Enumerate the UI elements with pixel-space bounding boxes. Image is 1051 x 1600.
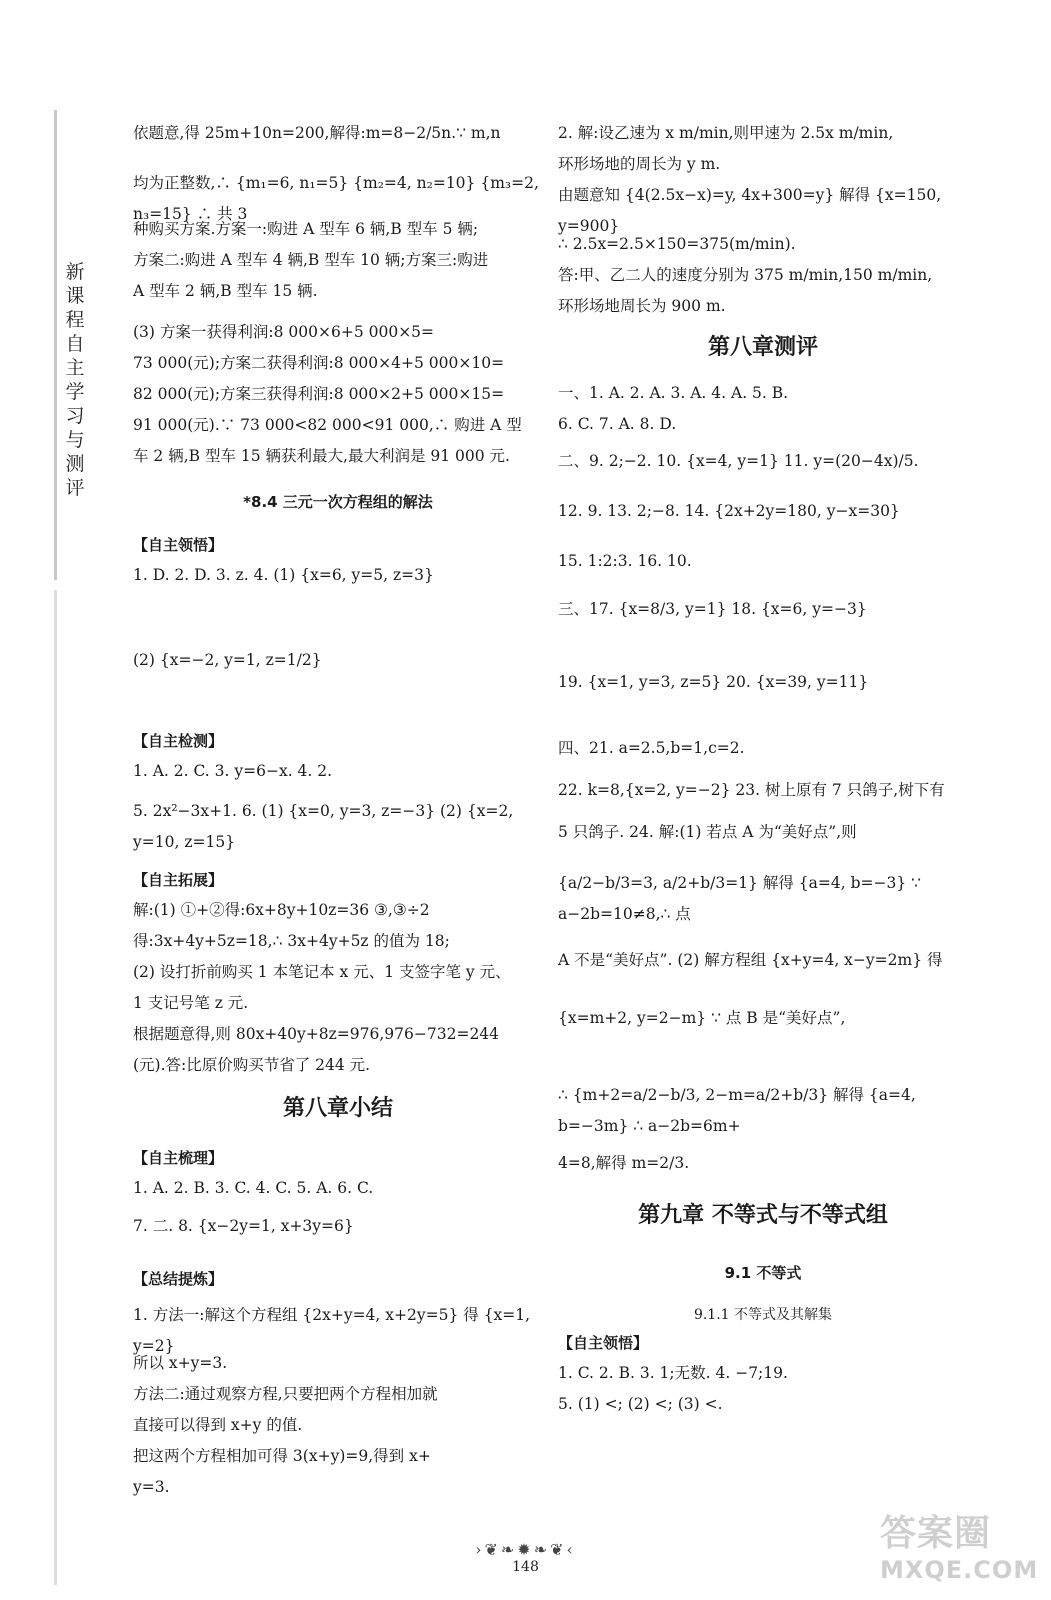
answer-line: 环形场地周长为 900 m.: [558, 297, 726, 315]
sidebar-rule: [54, 590, 57, 1585]
answer-line: 方法二:通过观察方程,只要把两个方程相加就: [133, 1385, 438, 1403]
answer-line: ∴ 2.5x=2.5×150=375(m/min).: [558, 235, 796, 253]
answer-line: 82 000(元);方案三获得利润:8 000×2+5 000×15=: [133, 385, 505, 403]
answer-line: 方案二:购进 A 型车 4 辆,B 型车 10 辆;方案三:购进: [133, 251, 489, 269]
answer-line: 1. 方法一:解这个方程组 {2x+y=4, x+2y=5} 得 {x=1, y=2}: [133, 1306, 531, 1355]
answer-line: A 不是“美好点”. (2) 解方程组 {x+y=4, x−y=2m} 得: [558, 951, 943, 969]
answer-line: 一、1. A. 2. A. 3. A. 4. A. 5. B.: [558, 384, 789, 402]
section-heading: 第八章测评: [707, 335, 818, 360]
answer-line: 1. D. 2. D. 3. z. 4. (1) {x=6, y=5, z=3}: [133, 566, 434, 584]
answer-line: 得:3x+4y+5z=18,∴ 3x+4y+5z 的值为 18;: [133, 932, 450, 950]
answer-line: 5. (1) <; (2) <; (3) <.: [558, 1395, 723, 1413]
answer-line: 把这两个方程相加可得 3(x+y)=9,得到 x+: [133, 1447, 431, 1465]
section-tag: 【自主梳理】: [133, 1149, 224, 1167]
answer-line: 1. A. 2. C. 3. y=6−x. 4. 2.: [133, 762, 333, 780]
watermark-text: 答案圈: [880, 1513, 992, 1554]
subsubsection-heading: 9.1.1 不等式及其解集: [693, 1307, 833, 1323]
subsection-heading: *8.4 三元一次方程组的解法: [243, 493, 433, 511]
section-tag: 【自主拓展】: [133, 871, 224, 889]
answer-line: 6. C. 7. A. 8. D.: [558, 415, 677, 433]
watermark-url: MXQE.COM: [880, 1556, 1039, 1584]
answer-line: 73 000(元);方案二获得利润:8 000×4+5 000×10=: [133, 354, 505, 372]
answer-line: (2) 设打折前购买 1 本笔记本 x 元、1 支签字笔 y 元、: [133, 963, 511, 981]
page-number: 148: [512, 1559, 539, 1575]
book-title: 新课程自主学习与测评: [65, 261, 85, 499]
answer-line: ∴ {m+2=a/2−b/3, 2−m=a/2+b/3} 解得 {a=4, b=−3m} ∴ a−2b=6m+: [558, 1086, 916, 1135]
answer-line: 所以 x+y=3.: [133, 1354, 228, 1372]
answer-line: 5 只鸽子. 24. 解:(1) 若点 A 为“美好点”,则: [558, 823, 857, 841]
answer-line: 19. {x=1, y=3, z=5} 20. {x=39, y=11}: [558, 673, 869, 691]
answer-line: 依题意,得 25m+10n=200,解得:m=8−2/5n.∵ m,n: [133, 124, 501, 142]
answer-line: 车 2 辆,B 型车 15 辆获利最大,最大利润是 91 000 元.: [133, 447, 510, 465]
answer-line: 15. 1:2:3. 16. 10.: [558, 552, 692, 570]
answer-line: (2) {x=−2, y=1, z=1/2}: [133, 651, 322, 669]
answer-line: 答:甲、乙二人的速度分别为 375 m/min,150 m/min,: [558, 266, 933, 284]
section-tag: 【自主领悟】: [558, 1334, 649, 1352]
answer-line: 四、21. a=2.5,b=1,c=2.: [558, 739, 745, 757]
watermark-logo: [880, 1505, 1045, 1595]
answer-line: 1 支记号笔 z 元.: [133, 994, 249, 1012]
answer-line: 12. 9. 13. 2;−8. 14. {2x+2y=180, y−x=30}: [558, 502, 900, 520]
answer-line: {x=m+2, y=2−m} ∵ 点 B 是“美好点”,: [558, 1009, 846, 1027]
answer-line: 由题意知 {4(2.5x−x)=y, 4x+300=y} 解得 {x=150, y=900}: [558, 186, 942, 235]
answer-line: 1. A. 2. B. 3. C. 4. C. 5. A. 6. C.: [133, 1179, 374, 1197]
answer-line: (元).答:比原价购买节省了 244 元.: [133, 1056, 371, 1074]
answer-line: 4=8,解得 m=2/3.: [558, 1154, 690, 1172]
sidebar: [44, 110, 88, 1590]
answer-line: y=3.: [133, 1478, 170, 1496]
answer-line: 解:(1) ①+②得:6x+8y+10z=36 ③,③÷2: [133, 901, 430, 919]
section-tag: 【总结提炼】: [133, 1270, 224, 1288]
answer-line: 环形场地的周长为 y m.: [558, 155, 721, 173]
answer-line: A 型车 2 辆,B 型车 15 辆.: [133, 282, 318, 300]
answer-line: 三、17. {x=8/3, y=1} 18. {x=6, y=−3}: [558, 600, 867, 618]
answer-line: 2. 解:设乙速为 x m/min,则甲速为 2.5x m/min,: [558, 124, 894, 142]
answer-line: 22. k=8,{x=2, y=−2} 23. 树上原有 7 只鸽子,树下有: [558, 781, 945, 799]
answer-line: (3) 方案一获得利润:8 000×6+5 000×5=: [133, 323, 435, 341]
answer-line: 直接可以得到 x+y 的值.: [133, 1416, 303, 1434]
section-tag: 【自主检测】: [133, 732, 224, 750]
section-heading: 第八章小结: [282, 1096, 393, 1121]
answer-line: 二、9. 2;−2. 10. {x=4, y=1} 11. y=(20−4x)/5.: [558, 452, 919, 470]
answer-line: 7. 二. 8. {x−2y=1, x+3y=6}: [133, 1217, 354, 1235]
answer-line: {a/2−b/3=3, a/2+b/3=1} 解得 {a=4, b=−3} ∵ a−2b=10≠8,∴ 点: [558, 874, 921, 923]
answer-line: 根据题意得,则 80x+40y+8z=976,976−732=244: [133, 1025, 500, 1043]
answer-line: 1. C. 2. B. 3. 1;无数. 4. −7;19.: [558, 1364, 788, 1382]
sidebar-rule: [54, 110, 57, 580]
answer-line: 91 000(元).∵ 73 000<82 000<91 000,∴ 购进 A 型: [133, 416, 522, 434]
answer-line: 种购买方案.方案一:购进 A 型车 6 辆,B 型车 5 辆;: [133, 220, 479, 238]
answer-line: 均为正整数,∴ {m₁=6, n₁=5} {m₂=4, n₂=10} {m₃=2, n₃=15} ∴ 共 3: [133, 174, 539, 223]
subsection-heading: 9.1 不等式: [724, 1264, 802, 1282]
ornament-icon: ›❦❧✹❧❦‹: [475, 1540, 576, 1559]
answer-line: 5. 2x²−3x+1. 6. (1) {x=0, y=3, z=−3} (2) {x=2, y=10, z=15}: [133, 802, 514, 851]
section-tag: 【自主领悟】: [133, 536, 224, 554]
section-heading: 第九章 不等式与不等式组: [638, 1203, 888, 1228]
